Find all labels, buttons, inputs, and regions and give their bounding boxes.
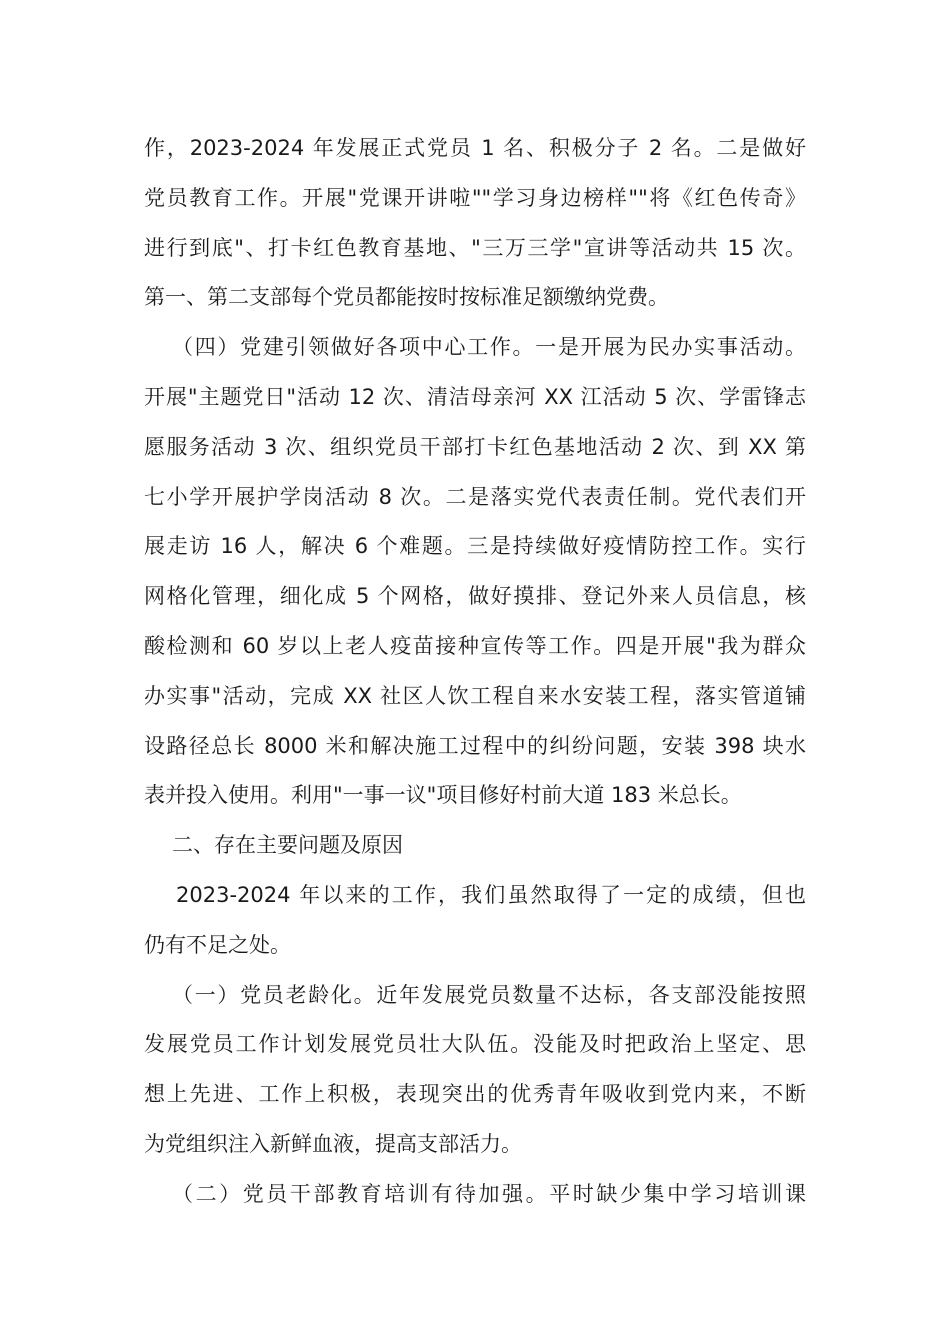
document-body (144, 124, 806, 1220)
text-line: 第一、第二支部每个党员都能按时按标准足额缴纳党费。 (144, 285, 669, 310)
text-line: 想上先进、工作上积极，表现突出的优秀青年吸收到党内来，不断 (144, 1082, 806, 1107)
section-heading-four: （四）党建引领做好各项中心工作。一是开展为民办实事活动。 (172, 335, 806, 360)
text-line: 表并投入使用。利用"一事一议"项目修好村前大道 183 米总长。 (144, 783, 742, 808)
text-line: 为党组织注入新鲜血液，提高支部活力。 (144, 1131, 522, 1156)
text-line: 发展党员工作计划发展党员壮大队伍。没能及时把政治上坚定、思 (144, 1032, 806, 1057)
text-line: 七小学开展护学岗活动 8 次。二是落实党代表责任制。党代表们开 (144, 484, 806, 509)
text-line: 进行到底"、打卡红色教育基地、"三万三学"宣讲等活动共 15 次。 (144, 235, 806, 260)
text-line: 展走访 16 人，解决 6 个难题。三是持续做好疫情防控工作。实行 (144, 534, 806, 559)
text-line: 仍有不足之处。 (144, 932, 291, 957)
text-line: 网格化管理，细化成 5 个网格，做好摸排、登记外来人员信息，核 (144, 584, 806, 609)
text-line: 酸检测和 60 岁以上老人疫苗接种宣传等工作。四是开展"我为群众 (144, 633, 806, 658)
text-line: 党员教育工作。开展"党课开讲啦""学习身边榜样""将《红色传奇》 (144, 185, 806, 210)
text-line: 开展"主题党日"活动 12 次、清洁母亲河 XX 江活动 5 次、学雷锋志 (144, 384, 806, 409)
section-heading-problems: 二、存在主要问题及原因 (172, 833, 403, 858)
text-line: 作，2023-2024 年发展正式党员 1 名、积极分子 2 名。二是做好 (144, 136, 806, 160)
text-line: 办实事"活动，完成 XX 社区人饮工程自来水安装工程，落实管道铺 (144, 683, 806, 708)
subsection-heading-one: （一）党员老龄化。近年发展党员数量不达标，各支部没能按照 (172, 982, 806, 1007)
text-line: 愿服务活动 3 次、组织党员干部打卡红色基地活动 2 次、到 XX 第 (144, 434, 806, 459)
text-line: 设路径总长 8000 米和解决施工过程中的纠纷问题，安装 398 块水 (144, 733, 806, 758)
text-line: 2023-2024 年以来的工作，我们虽然取得了一定的成绩，但也 (176, 882, 806, 907)
subsection-heading-two: （二）党员干部教育培训有待加强。平时缺少集中学习培训课 (172, 1181, 806, 1206)
